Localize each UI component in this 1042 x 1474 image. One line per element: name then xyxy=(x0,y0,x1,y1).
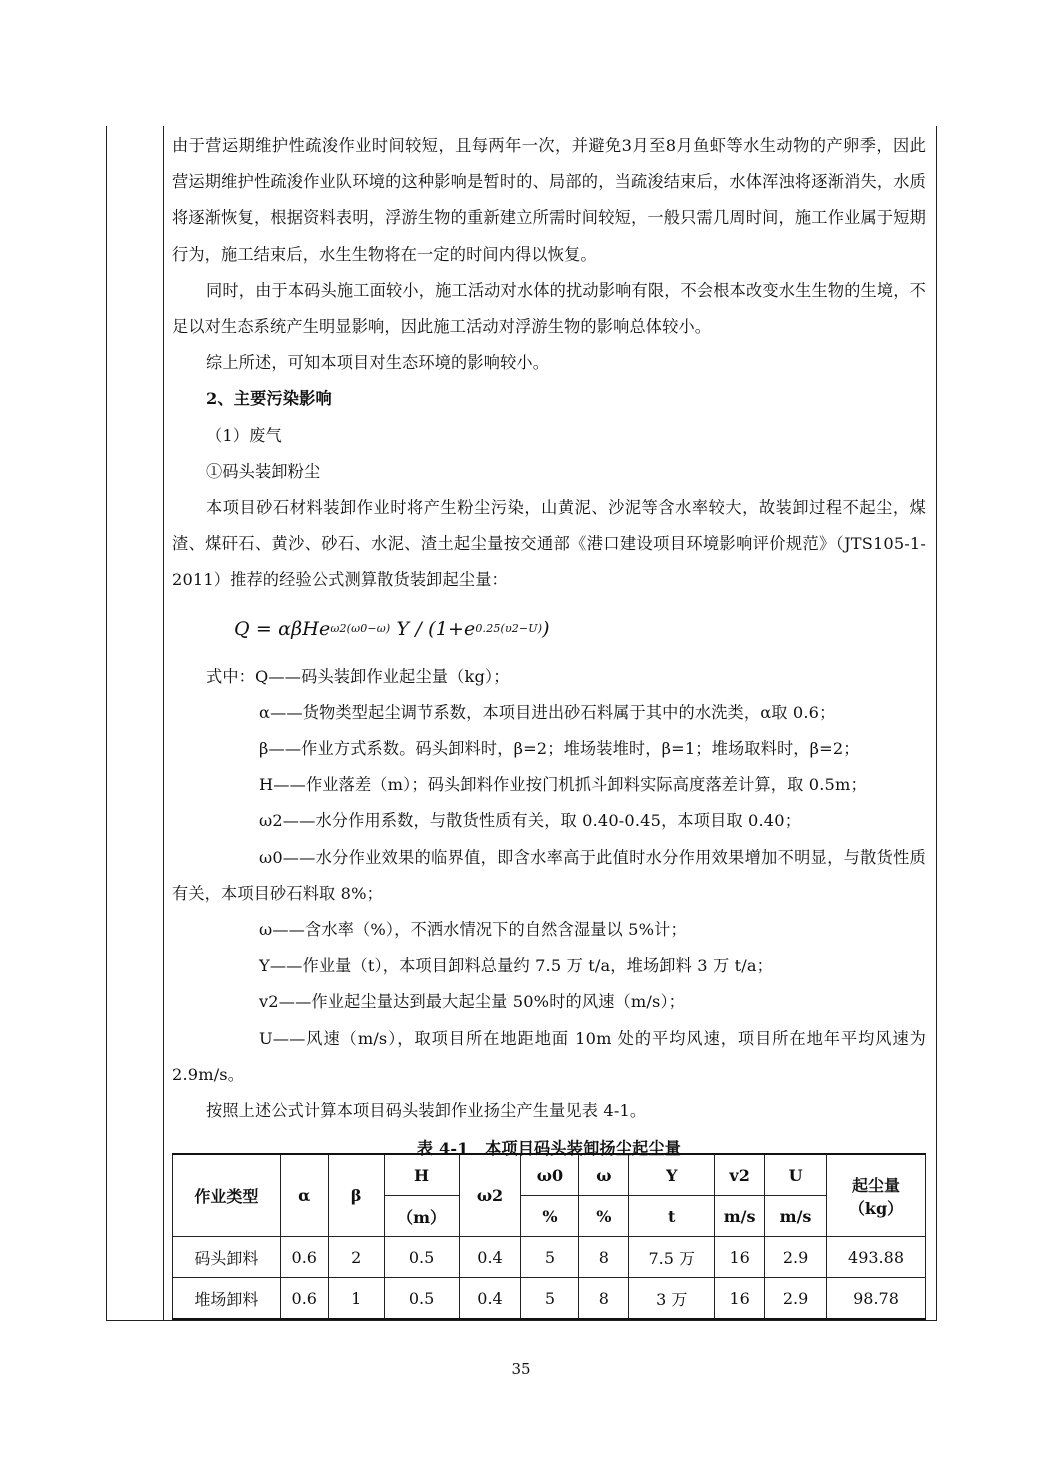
definition-beta: β——作业方式系数。码头卸料时，β=2；堆场装堆时，β=1；堆场取料时，β=2； xyxy=(259,739,860,759)
table-row xyxy=(173,1237,926,1278)
paragraph-dust-intro: 本项目砂石材料装卸作业时将产生粉尘污染，山黄泥、沙泥等含水率较大，故装卸过程不起尘，煤渣、煤矸石、黄沙、砂石、水泥、渣土起尘量按交通部《港口建设项目环境影响评价规范》（JTS105-1-2011）推荐的经验公式测算散货装卸起尘量： xyxy=(172,498,926,590)
table-cell: 0.6 xyxy=(280,1237,328,1278)
subsection-exhaust: （1）废气 xyxy=(206,425,282,445)
table-cell: 493.88 xyxy=(827,1237,926,1278)
page-number: 35 xyxy=(511,1360,531,1378)
formula-exponent-1: ω2(ω0−ω) xyxy=(330,621,391,635)
paragraph-dredging: 由于营运期维护性疏浚作业时间较短，且每两年一次，并避免3月至8月鱼虾等水生动物的产卵季，因此营运期维护性疏浚作业队环境的这种影响是暂时的、局部的，当疏浚结束后，水体浑浊将逐渐消失，水质将逐渐恢复，根据资料表明，浮游生物的重新建立所需时间较短，一般只需几周时间，施工作业属于短期行为，施工结束后，水生生物将在一定的时间内得以恢复。 xyxy=(172,136,926,264)
table-cell: 0.6 xyxy=(280,1278,328,1320)
header-alpha: α xyxy=(280,1154,328,1237)
header-v2: v2 xyxy=(715,1154,765,1196)
header-beta: β xyxy=(328,1154,384,1237)
dust-table xyxy=(172,1153,926,1320)
paragraph-table-ref: 按照上述公式计算本项目码头装卸作业扬尘产生量见表 4-1。 xyxy=(206,1101,647,1121)
formula-exponent-2: 0.25(υ2−U) xyxy=(475,621,543,635)
formula-lhs: Q = αβHe xyxy=(234,617,331,640)
table-cell: 7.5 万 xyxy=(629,1237,715,1278)
table-cell: 1 xyxy=(328,1278,384,1320)
table-cell: 8 xyxy=(579,1237,629,1278)
dust-formula xyxy=(172,599,926,659)
table-cell: 2.9 xyxy=(765,1278,827,1320)
table-cell: 5 xyxy=(521,1278,579,1320)
unit-v2: m/s xyxy=(715,1196,765,1237)
definition-alpha: α——货物类型起尘调节系数，本项目进出砂石料属于其中的水洗类，α取 0.6； xyxy=(259,702,836,722)
table-caption: 表 4-1 本项目码头装卸扬尘起尘量 xyxy=(416,1139,682,1159)
column-divider xyxy=(163,126,164,1320)
definition-q: 式中：Q——码头装卸作业起尘量（kg）； xyxy=(206,666,510,686)
table-cell: 98.78 xyxy=(827,1278,926,1320)
definition-omega2: ω2——水分作用系数，与散货性质有关，取 0.40-0.45，本项目取 0.40； xyxy=(259,811,802,831)
table-row xyxy=(173,1278,926,1320)
unit-u: m/s xyxy=(765,1196,827,1237)
definition-h: H——作业落差（m）；码头卸料作业按门机抓斗卸料实际高度落差计算，取 0.5m； xyxy=(259,775,867,795)
unit-y: t xyxy=(629,1196,715,1237)
section-heading-pollution: 2、主要污染影响 xyxy=(206,389,332,409)
table-cell: 0.4 xyxy=(459,1237,521,1278)
header-dust-unit: （kg） xyxy=(848,1198,904,1218)
table-cell: 5 xyxy=(521,1237,579,1278)
unit-h: （m） xyxy=(384,1196,459,1237)
header-dust xyxy=(827,1154,926,1237)
definition-y: Y——作业量（t），本项目卸料总量约 7.5 万 t/a，堆场卸料 3 万 t/a； xyxy=(259,956,774,976)
definition-omega0: ω0——水分作业效果的临界值，即含水率高于此值时水分作用效果增加不明显，与散货性质有关，本项目砂石料取 8%； xyxy=(172,847,926,903)
header-omega0: ω0 xyxy=(521,1154,579,1196)
paragraph-construction: 同时，由于本码头施工面较小，施工活动对水体的扰动影响有限，不会根本改变水生生物的生境，不足以对生态系统产生明显影响，因此施工活动对浮游生物的影响总体较小。 xyxy=(172,280,926,337)
body-text xyxy=(172,128,926,1167)
table-header-row xyxy=(173,1154,926,1196)
paragraph-summary: 综上所述，可知本项目对生态环境的影响较小。 xyxy=(206,353,550,373)
table-cell: 2 xyxy=(328,1237,384,1278)
table-cell: 堆场卸料 xyxy=(173,1278,281,1320)
table-cell: 0.4 xyxy=(459,1278,521,1320)
header-omega2: ω2 xyxy=(459,1154,521,1237)
definition-omega: ω——含水率（%），不洒水情况下的自然含湿量以 5%计； xyxy=(259,920,687,940)
table-cell: 16 xyxy=(715,1237,765,1278)
table-cell: 2.9 xyxy=(765,1237,827,1278)
subsection-dock-dust: ①码头装卸粉尘 xyxy=(206,461,321,481)
table-cell: 3 万 xyxy=(629,1278,715,1320)
table-cell: 0.5 xyxy=(384,1237,459,1278)
table-cell: 8 xyxy=(579,1278,629,1320)
header-y: Y xyxy=(629,1154,715,1196)
table-cell: 0.5 xyxy=(384,1278,459,1320)
unit-omega0: % xyxy=(521,1196,579,1237)
header-h: H xyxy=(384,1154,459,1196)
header-omega: ω xyxy=(579,1154,629,1196)
table-cell: 16 xyxy=(715,1278,765,1320)
table-cell: 码头卸料 xyxy=(173,1237,281,1278)
formula-mid: Y / (1+e xyxy=(396,617,476,640)
header-u: U xyxy=(765,1154,827,1196)
header-type: 作业类型 xyxy=(173,1154,281,1237)
header-dust-label: 起尘量 xyxy=(852,1175,901,1195)
definition-u: U——风速（m/s），取项目所在地距地面 10m 处的平均风速，项目所在地年平均风速为 2.9m/s。 xyxy=(172,1028,926,1084)
formula-end: ) xyxy=(542,617,550,640)
unit-omega: % xyxy=(579,1196,629,1237)
definition-v2: v2——作业起尘量达到最大起尘量 50%时的风速（m/s）； xyxy=(259,992,686,1012)
